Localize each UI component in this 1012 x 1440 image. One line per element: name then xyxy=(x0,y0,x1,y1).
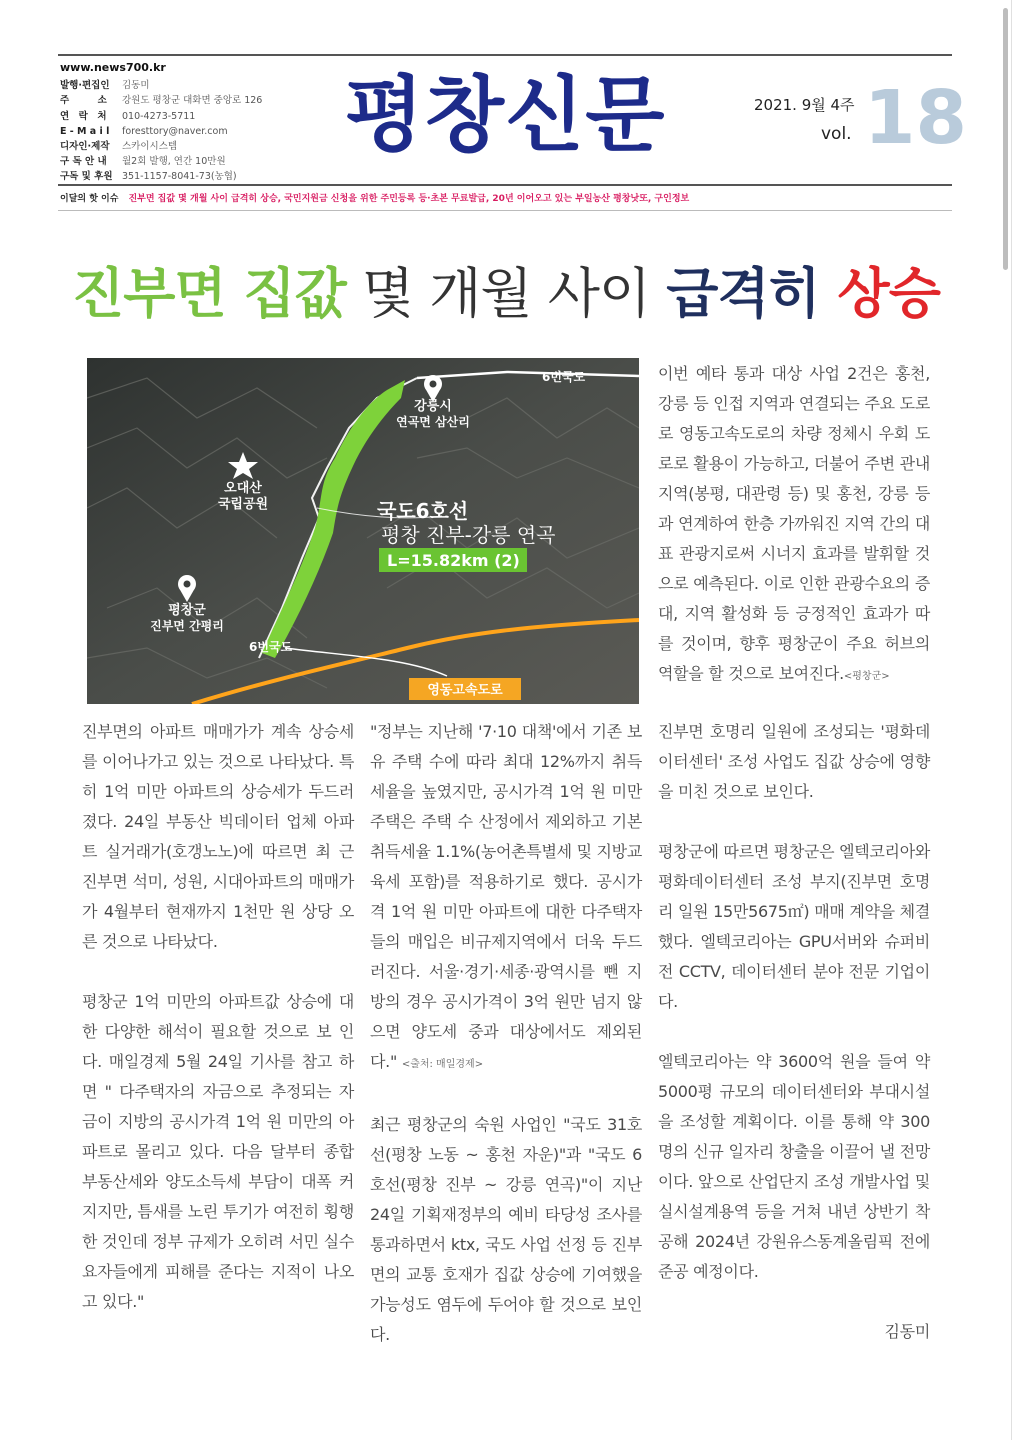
scrollbar[interactable] xyxy=(1003,8,1008,270)
headline-part-plain: 몇 개월 사이 xyxy=(345,262,667,325)
newspaper-logo: 평창신문 xyxy=(344,68,666,163)
issue-bar xyxy=(58,191,952,211)
article-column-right-top xyxy=(658,359,930,692)
source-note: <출처: 매일경제> xyxy=(401,1059,484,1070)
label-odaesan-sub: 국립공원 xyxy=(217,497,269,512)
article-column-3 xyxy=(658,717,930,1347)
info-value: 010-4273-5711 xyxy=(122,110,196,122)
info-value: 스카이시스템 xyxy=(122,141,178,153)
info-row xyxy=(60,93,262,108)
publisher-info xyxy=(60,60,262,185)
info-value: 김동미 xyxy=(122,80,150,92)
info-key: 연 락 처 xyxy=(60,110,107,122)
label-length: L=15.82km (2) xyxy=(387,551,520,570)
info-value: 351-1157-8041-73(농협) xyxy=(122,171,237,183)
headline xyxy=(0,258,1012,330)
info-key: 주 소 xyxy=(60,95,107,107)
label-project-sub: 평창 진부-강릉 연곡 xyxy=(381,523,556,547)
article-paragraph: 평창군 1억 미만의 아파트값 상승에 대한 다양한 해석이 필요할 것으로 보 인다. 매일경제 5월 24일 기사를 참고 하면 " 다주택자의 자금으로 추정되는 자금이 지방의 공시가격 1억 원 미만의 아파트로 몰리고 있다. 다음 달부터 종합 부동산세와 양도소득세 부담이 대폭 커지지만, 틈새를 노린 투기가 여전히 횡행한 것인데 정부 규제가 오히려 서민 실수요자들에게 피해를 준다는 지적이 나오고 있다." xyxy=(82,992,354,1311)
info-row xyxy=(60,139,262,154)
label-route6-top: 6번국도 xyxy=(542,370,586,384)
issue-bar-label: 이달의 핫 이슈 xyxy=(60,194,119,204)
info-key: 구 독 안 내 xyxy=(60,156,107,168)
byline: 김동미 xyxy=(884,1322,930,1341)
article-paragraph: 엘텍코리아는 약 3600억 원을 들여 약 5000평 규모의 데이터센터와 부대시설을 조성할 계획이다. 이를 통해 약 300명의 신규 일자리 창출을 이끌어 낼 전망이다. 앞으로 산업단지 조성 개발사업 및 실시설계용역 등을 거쳐 내년 상반기 착공해 2024년 강원유스동계올림픽 전에 준공 예정이다. xyxy=(658,1052,930,1281)
info-key: 발행·편집인 xyxy=(60,80,110,92)
info-value: 강원도 평창군 대화면 중앙로 126 xyxy=(122,95,263,107)
headline-part-green: 진부면 집값 xyxy=(72,262,346,325)
article-paragraph: 진부면 호명리 일원에 조성되는 '평화데이터센터' 조성 사업도 집값 상승에 영향을 미친 것으로 보인다. xyxy=(658,722,930,801)
article-paragraph: 최근 평창군의 숙원 사업인 "국도 31호선(평창 노동 ~ 홍천 자운)"과 "국도 6호선(평창 진부 ~ 강릉 연곡)"이 지난 24일 기획재정부의 예비 타당성 조사를 통과하면서 ktx, 국도 사업 선정 등 진부면의 교통 호재가 집값 상승에 기여했을 가능성도 염두에 두어야 할 것으로 보인다. xyxy=(370,1115,642,1344)
terrain-background xyxy=(87,358,639,704)
label-pyeongchang: 평창군 xyxy=(168,603,206,618)
info-key: 디자인·제작 xyxy=(60,141,110,153)
paragraph-text: "정부는 지난해 '7·10 대책'에서 기존 보유 주택 수에 따라 최대 12%까지 취득세율을 높였지만, 공시가격 1억 원 미만 주택은 주택 수 산정에서 제외하고 기본 취득세율 1.1%(농어촌특별세 및 지방교육세 포함)를 적용하기로 했다. 공시가격 1억 원 미만 아파트에 대한 다주택자들의 매입은 비규제지역에서 더욱 두드러진다. 서울·경기·세종·광역시를 뺀 지방의 경우 공시가격이 3억 원만 넘지 않으면 양도세 중과 대상에서도 제외된다." xyxy=(370,722,642,1071)
headline-part-red: 상승 xyxy=(837,262,940,325)
site-url[interactable]: www.news700.kr xyxy=(60,61,166,74)
article-paragraph xyxy=(370,717,642,1080)
source-note: <평창군> xyxy=(843,671,890,682)
article-paragraph: 진부면의 아파트 매매가가 계속 상승세를 이어나가고 있는 것으로 나타났다. 특히 1억 미만 아파트의 상승세가 두드러졌다. 24일 부동산 빅데이터 업체 아파트 실거래가(호갱노노)에 따르면 최 근 진부면 석미, 성원, 시대아파트의 매매가가 4월부터 현재까지 1천만 원 상당 오른 것으로 나타났다. xyxy=(82,722,354,951)
label-pyeongchang-sub: 진부면 간평리 xyxy=(150,619,224,633)
issue-bar-text[interactable]: 진부면 집값 몇 개월 사이 급격히 상승, 국민지원금 신청을 위한 주민등록 등·초본 무료발급, 20년 이어오고 있는 부일농산 평창낫또, 구인정보 xyxy=(128,194,690,204)
label-gangneung: 강릉시 xyxy=(414,399,452,414)
label-expressway: 영동고속도로 xyxy=(427,683,503,698)
info-key: 구독 및 후원 xyxy=(60,171,113,183)
masthead xyxy=(58,54,967,186)
info-row xyxy=(60,109,262,124)
info-row xyxy=(60,154,262,169)
headline-part-navy: 급격히 xyxy=(666,262,838,325)
label-gangneung-sub: 연곡면 삼산리 xyxy=(396,415,470,429)
article-paragraph: 평창군에 따르면 평창군은 엘텍코리아와 평화데이터센터 조성 부지(진부면 호명리 일원 15만5675㎡) 매매 계약을 체결했다. 엘텍코리아는 GPU서버와 슈퍼비전 CCTV, 데이터센터 분야 전문 기업이다. xyxy=(658,842,931,1011)
info-value: foresttory@naver.com xyxy=(122,125,228,137)
label-project-title: 국도6호선 xyxy=(377,499,469,523)
issue-date: 2021. 9월 4주 xyxy=(754,96,855,114)
article-column-1 xyxy=(82,717,354,1317)
volume-number: 18 xyxy=(864,75,967,161)
info-row xyxy=(60,169,262,184)
route-map-image xyxy=(87,358,639,704)
label-odaesan: 오대산 xyxy=(224,481,262,496)
route-map-svg xyxy=(87,358,639,704)
info-row xyxy=(60,124,262,139)
info-key: E - M a i l xyxy=(60,125,110,137)
paragraph-text: 이번 예타 통과 대상 사업 2건은 홍천, 강릉 등 인접 지역과 연결되는 주요 도로로 영동고속도로의 차량 정체시 우회 도로로 활용이 가능하고, 더불어 주변 관내 지역(봉평, 대관령 등) 및 홍천, 강릉 등과 연계하여 한층 가까워진 지역 간의 대표 관광지로써 시너지 효과를 발휘할 것으로 예측된다. 이로 인한 관광수요의 증대, 지역 활성화 등 긍정적인 효과가 따를 것이며, 향후 평창군이 주요 허브의 역할을 할 것으로 보여진다. xyxy=(658,364,930,683)
label-route6-bottom: 6번국도 xyxy=(249,640,293,654)
article-column-2 xyxy=(370,717,642,1350)
info-row xyxy=(60,78,262,93)
volume-label: vol. xyxy=(821,124,852,144)
article-paragraph xyxy=(658,359,930,692)
info-value: 월2회 발행, 연간 10만원 xyxy=(122,156,226,168)
